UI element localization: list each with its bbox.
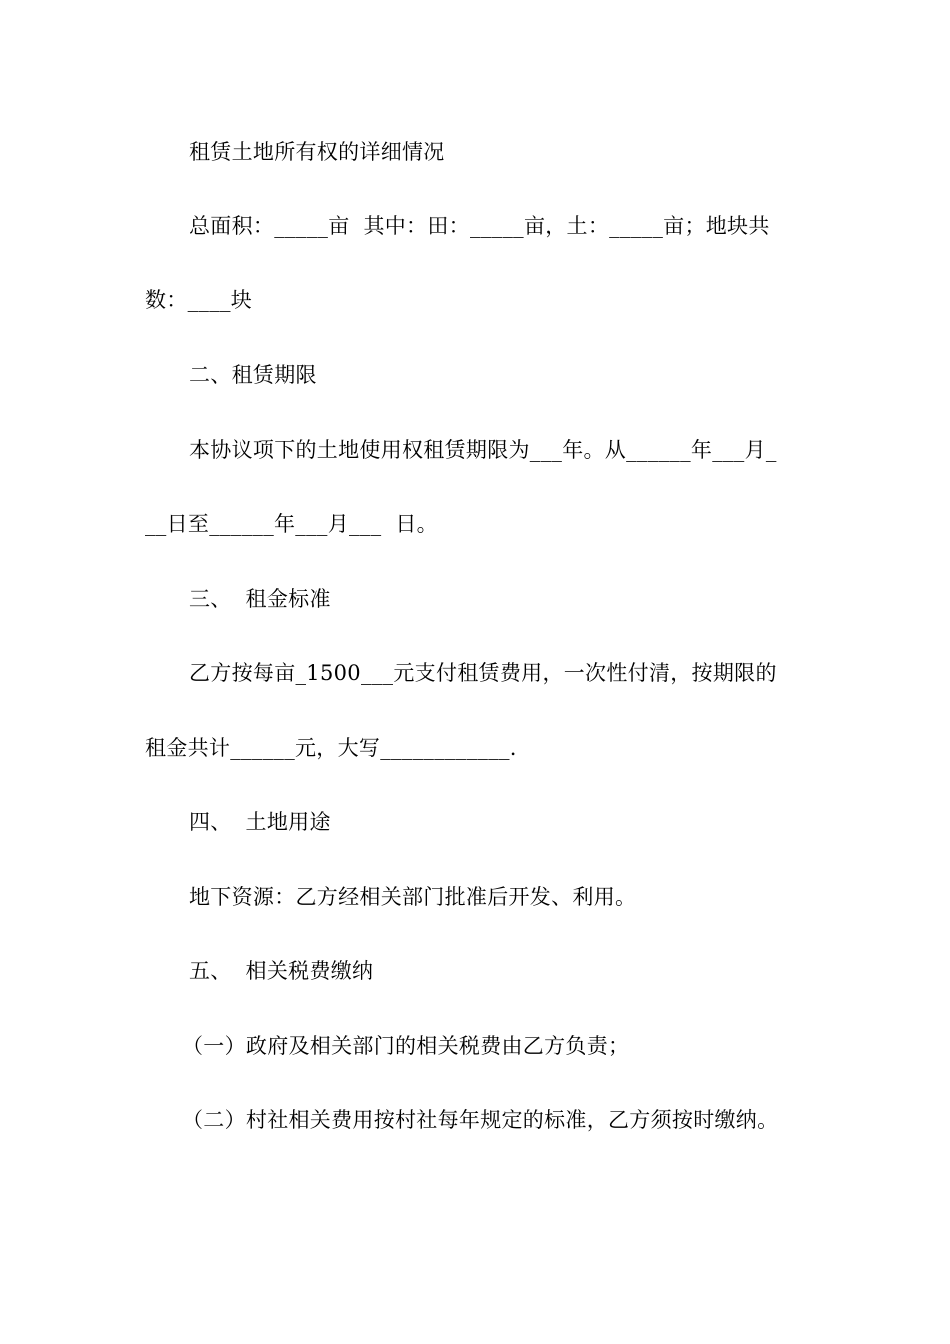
paragraph-lease-term: 本协议项下的土地使用权租赁期限为___年。从______年___月_: [189, 438, 777, 462]
section-heading-land-use: 四、 土地用途: [189, 810, 331, 834]
list-item-government-fees: （一）政府及相关部门的相关税费由乙方负责；: [182, 1034, 630, 1058]
paragraph-rent-total: 租金共计______元，大写____________.: [145, 736, 517, 760]
paragraph-rent-standard: 乙方按每亩_1500___元支付租赁费用，一次性付清，按期限的: [189, 661, 777, 685]
section-title-land-ownership: 租赁土地所有权的详细情况: [189, 140, 445, 164]
section-heading-taxes-fees: 五、 相关税费缴纳: [189, 959, 374, 983]
paragraph-plot-count: 数：____块: [145, 288, 253, 312]
section-heading-lease-term: 二、租赁期限: [189, 363, 317, 387]
paragraph-total-area: 总面积：_____亩 其中：田：_____亩，土：_____亩；地块共: [189, 214, 770, 238]
list-item-village-fees: （二）村社相关费用按村社每年规定的标准，乙方须按时缴纳。: [182, 1108, 779, 1132]
section-heading-rent-standard: 三、 租金标准: [189, 587, 331, 611]
paragraph-underground-resources: 地下资源：乙方经相关部门批准后开发、利用。: [189, 885, 637, 909]
paragraph-lease-term-cont: __日至______年___月___ 日。: [145, 512, 438, 536]
